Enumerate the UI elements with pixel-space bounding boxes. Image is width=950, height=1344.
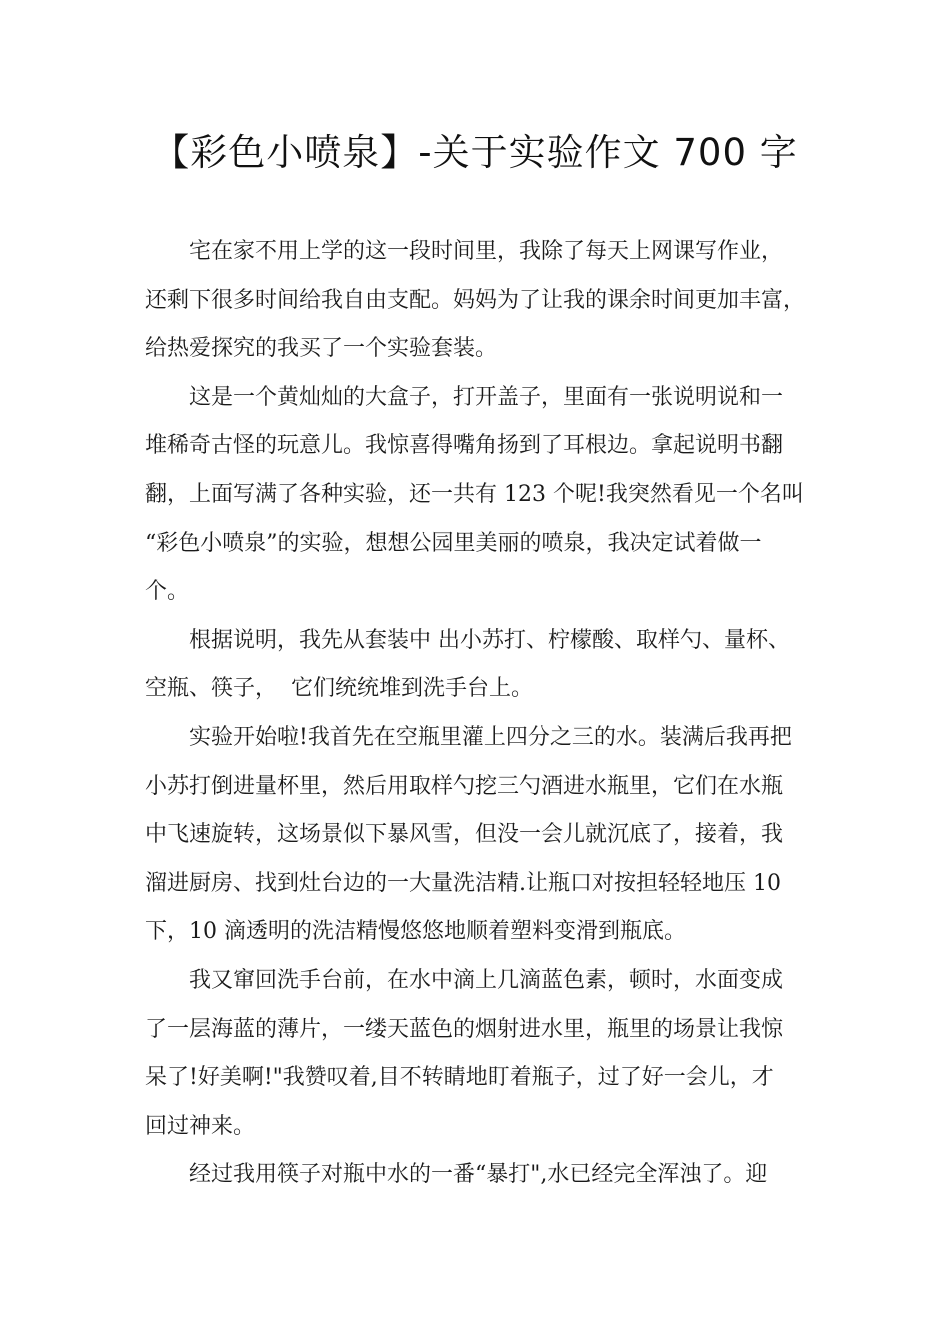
paragraph-line: 空瓶、筷子， 它们统统堆到洗手台上。: [145, 676, 533, 702]
paragraph-line: “彩色小喷泉”的实验，想想公园里美丽的喷泉，我决定试着做一: [145, 530, 762, 556]
paragraph-line: 堆稀奇古怪的玩意儿。我惊喜得嘴角扬到了耳根边。拿起说明书翻: [145, 433, 784, 459]
paragraph-line: 中飞速旋转，这场景似下暴风雪，但没一会儿就沉底了，接着，我: [145, 822, 784, 848]
essay-paragraph: [145, 714, 823, 957]
document-title: 【彩色小喷泉】-关于实验作文 700 字: [152, 131, 798, 174]
paragraph-line: 个。: [145, 579, 190, 605]
paragraph-line: 小苏打倒进量杯里，然后用取样勺挖三勺酒进水瓶里，它们在水瓶: [145, 773, 784, 799]
essay-body: [145, 228, 823, 1200]
paragraph-line: 溜进厨房、找到灶台边的一大量洗洁精.让瓶口对按担轻轻地压 10: [145, 870, 781, 896]
essay-paragraph: [145, 374, 823, 617]
paragraph-line: 翻，上面写满了各种实验，还一共有 123 个呢!我突然看见一个名叫: [145, 481, 804, 507]
paragraph-line: 我又窜回洗手台前，在水中滴上几滴蓝色素，顿时，水面变成: [189, 967, 784, 993]
paragraph-line: 下，10 滴透明的洗洁精慢悠悠地顺着塑料变滑到瓶底。: [145, 919, 686, 945]
paragraph-line: 还剩下很多时间给我自由支配。妈妈为了让我的课余时间更加丰富，: [145, 287, 806, 313]
paragraph-line: 给热爱探究的我买了一个实验套装。: [145, 336, 498, 362]
paragraph-line: 经过我用筷子对瓶中水的一番“暴打",水已经完全浑浊了。迎: [189, 1162, 768, 1188]
essay-paragraph: [145, 957, 823, 1151]
paragraph-line: 宅在家不用上学的这一段时间里，我除了每天上网课写作业，: [189, 239, 784, 264]
paragraph-line: 回过神来。: [145, 1113, 256, 1139]
paragraph-line: 呆了!好美啊!"我赞叹着,目不转睛地盯着瓶子，过了好一会儿，才: [145, 1065, 774, 1091]
essay-paragraph: [145, 1151, 823, 1200]
paragraph-line: 实验开始啦!我首先在空瓶里灌上四分之三的水。装满后我再把: [189, 724, 792, 750]
paragraph-line: 了一层海蓝的薄片，一缕天蓝色的烟射进水里，瓶里的场景让我惊: [145, 1016, 784, 1042]
essay-paragraph: [145, 617, 823, 714]
paragraph-line: 根据说明，我先从套装中 出小苏打、柠檬酸、取样勺、量杯、: [189, 627, 790, 653]
essay-paragraph: [145, 228, 823, 374]
paragraph-line: 这是一个黄灿灿的大盒子，打开盖子，里面有一张说明说和一: [189, 384, 784, 410]
